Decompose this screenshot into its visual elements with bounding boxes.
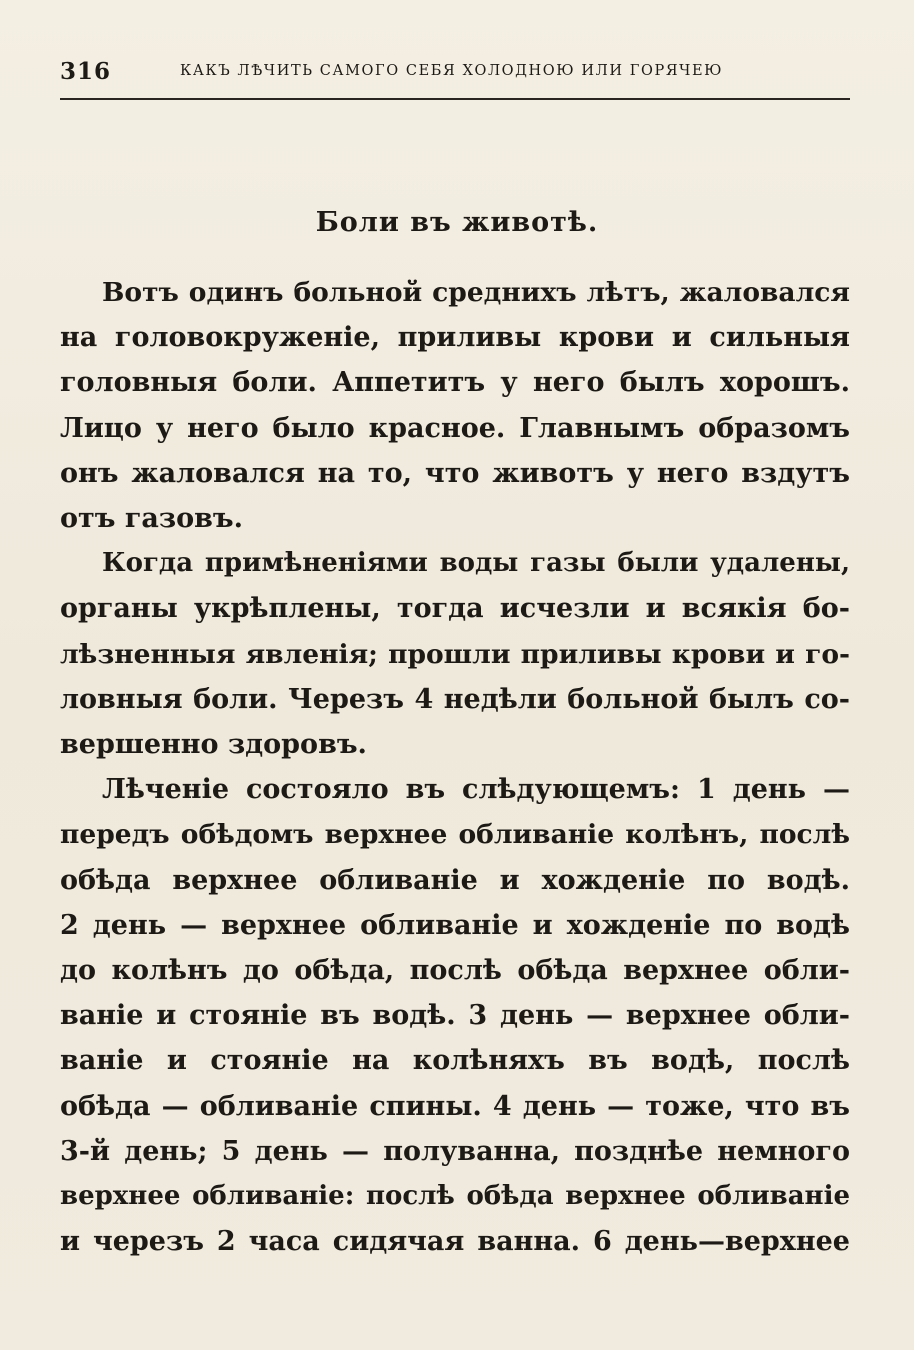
text-line: онъ жаловался на то, что животъ у него вздутъ	[60, 457, 850, 489]
page-number: 316	[60, 58, 112, 85]
text-line: головныя боли. Аппетитъ у него былъ хорошъ.	[60, 367, 850, 399]
text-line: лѣзненныя явленія; прошли приливы крови и го-	[60, 638, 850, 670]
text-line: 3-й день; 5 день — полуванна, позднѣе немного	[60, 1135, 850, 1167]
text-line: Вотъ одинъ больной среднихъ лѣтъ, жаловался	[102, 277, 850, 308]
text-line: Лѣченіе состояло въ слѣдующемъ: 1 день —	[102, 774, 850, 806]
text-line: ваніе и стояніе на колѣняхъ въ водѣ, послѣ	[60, 1045, 850, 1077]
text-line: Лицо у него было красное. Главнымъ образомъ	[60, 412, 850, 444]
page-header	[60, 58, 850, 92]
text-line: отъ газовъ.	[60, 503, 244, 535]
text-line: обѣда верхнее обливаніе и хожденіе по водѣ.	[60, 864, 850, 896]
text-line: передъ обѣдомъ верхнее обливаніе колѣнъ, послѣ	[60, 819, 850, 851]
running-title: КАКЪ ЛѢЧИТЬ САМОГО СЕБЯ ХОЛОДНОЮ ИЛИ ГОРЯЧЕЮ	[180, 63, 724, 79]
text-line: на головокруженіе, приливы крови и сильныя	[60, 322, 850, 354]
text-line: 2 день — верхнее обливаніе и хожденіе по водѣ	[60, 909, 850, 941]
text-line: Когда примѣненіями воды газы были удалены,	[102, 548, 850, 579]
text-line: и черезъ 2 часа сидячая ванна. 6 день—верхнее	[60, 1226, 850, 1258]
section-heading: Боли въ животѣ.	[315, 207, 599, 238]
body-text	[60, 270, 850, 1264]
text-line: органы укрѣплены, тогда исчезли и всякія бо-	[60, 593, 850, 625]
header-rule	[60, 98, 850, 100]
text-line: ваніе и стояніе въ водѣ. 3 день — верхнее обли-	[60, 1000, 850, 1032]
text-line: вершенно здоровъ.	[60, 729, 367, 761]
text-line: ловныя боли. Черезъ 4 недѣли больной былъ со-	[60, 683, 850, 715]
text-line: обѣда — обливаніе спины. 4 день — тоже, что въ	[60, 1090, 850, 1122]
text-line: до колѣнъ до обѣда, послѣ обѣда верхнее обли-	[60, 955, 850, 987]
text-line: верхнее обливаніе: послѣ обѣда верхнее обливаніе	[60, 1181, 850, 1212]
